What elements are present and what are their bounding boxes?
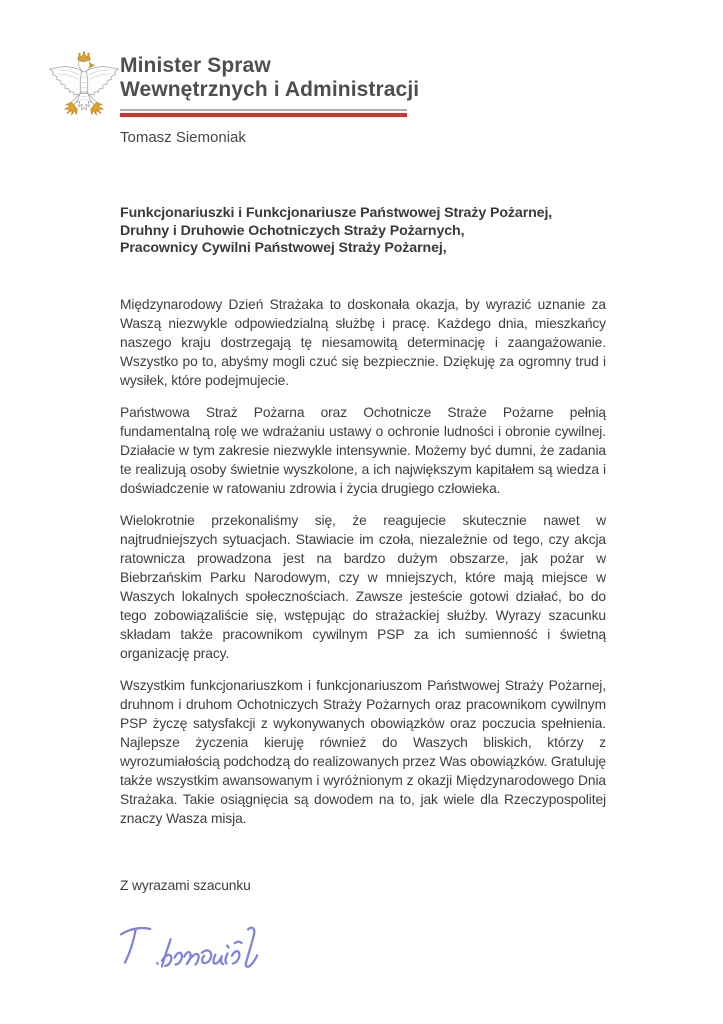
closing-phrase: Z wyrazami szacunku	[120, 877, 251, 893]
paragraph-1: Międzynarodowy Dzień Strażaka to doskonała okazja, by wyrazić uznanie za Waszą niezwykle odpowiedzialną służbę i pracę. Każdego dnia, mieszkańcy naszego kraju dostrzegają tę niesamowitą determinację i zaangażowanie. Wszystko po to, abyśmy mogli czuć się bezpiecznie. Dziękuję za ogromny trud i wysiłek, które podejmujecie.	[120, 296, 606, 388]
salutation	[120, 205, 606, 258]
paragraph-2: Państwowa Straż Pożarna oraz Ochotnicze Straże Pożarne pełnią fundamentalną rolę we wdrażaniu ustawy o ochronie ludności i obronie cywilnej. Działacie w tym zakresie niezwykle intensywnie. Możemy być dumni, że zadania te realizują osoby świetnie wyszkolone, a ich największym kapitałem są wiedza i doświadczenie w ratowaniu zdrowia i życia drugiego człowieka.	[120, 404, 606, 496]
divider-gray-stripe	[120, 109, 407, 111]
ministry-title-line1: Minister Spraw	[120, 54, 271, 77]
salutation-line: Pracownicy Cywilni Państwowej Straży Pożarnej,	[120, 240, 447, 257]
ministry-title	[120, 54, 419, 101]
salutation-line: Druhny i Druhowie Ochotniczych Straży Pożarnych,	[120, 222, 465, 239]
handwritten-signature	[114, 913, 309, 981]
paragraph-3: Wielokrotnie przekonaliśmy się, że reagujecie skutecznie nawet w najtrudniejszych sytuacjach. Stawiacie im czoła, niezależnie od tego, czy akcja ratownicza prowadzona jest na bardzo dużym obszarze, jak pożar w Biebrzańskim Parku Narodowym, czy w mniejszych, które mają miejsce w Waszych lokalnych społecznościach. Zawsze jesteście gotowi działać, bo do tego zobowiązaliście się, wstępując do strażackiej służby. Wyrazy szacunku składam także pracownikom cywilnym PSP za ich sumienność i świetną organizację pracy.	[120, 512, 606, 661]
divider-red-stripe	[120, 113, 407, 117]
paragraph-4: Wszystkim funkcjonariuszkom i funkcjonariuszom Państwowej Straży Pożarnej, druhnom i druhom Ochotniczych Straży Pożarnych oraz pracownikom cywilnym PSP życzę satysfakcji z wykonywanych obowiązków oraz poczucia spełnienia. Najlepsze życzenia kieruję również do Waszych bliskich, którzy z wyrozumiałością podchodzą do realizowanych przez Was obowiązków. Gratuluję także wszystkim awansowanym i wyróżnionym z okazji Międzynarodowego Dnia Strażaka. Takie osiągnięcia są dowodem na to, jak wiele dla Rzeczypospolitej znaczy Wasza misja.	[120, 677, 606, 826]
ministry-title-line2: Wewnętrznych i Administracji	[120, 77, 420, 101]
letterhead	[120, 54, 419, 146]
minister-name: Tomasz Siemoniak	[120, 128, 246, 146]
letter-body	[120, 205, 606, 981]
polish-eagle-emblem-icon	[46, 50, 122, 128]
salutation-line: Funkcjonariuszki i Funkcjonariusze Państwowej Straży Pożarnej,	[120, 205, 553, 221]
white-red-flag-divider	[120, 109, 407, 117]
